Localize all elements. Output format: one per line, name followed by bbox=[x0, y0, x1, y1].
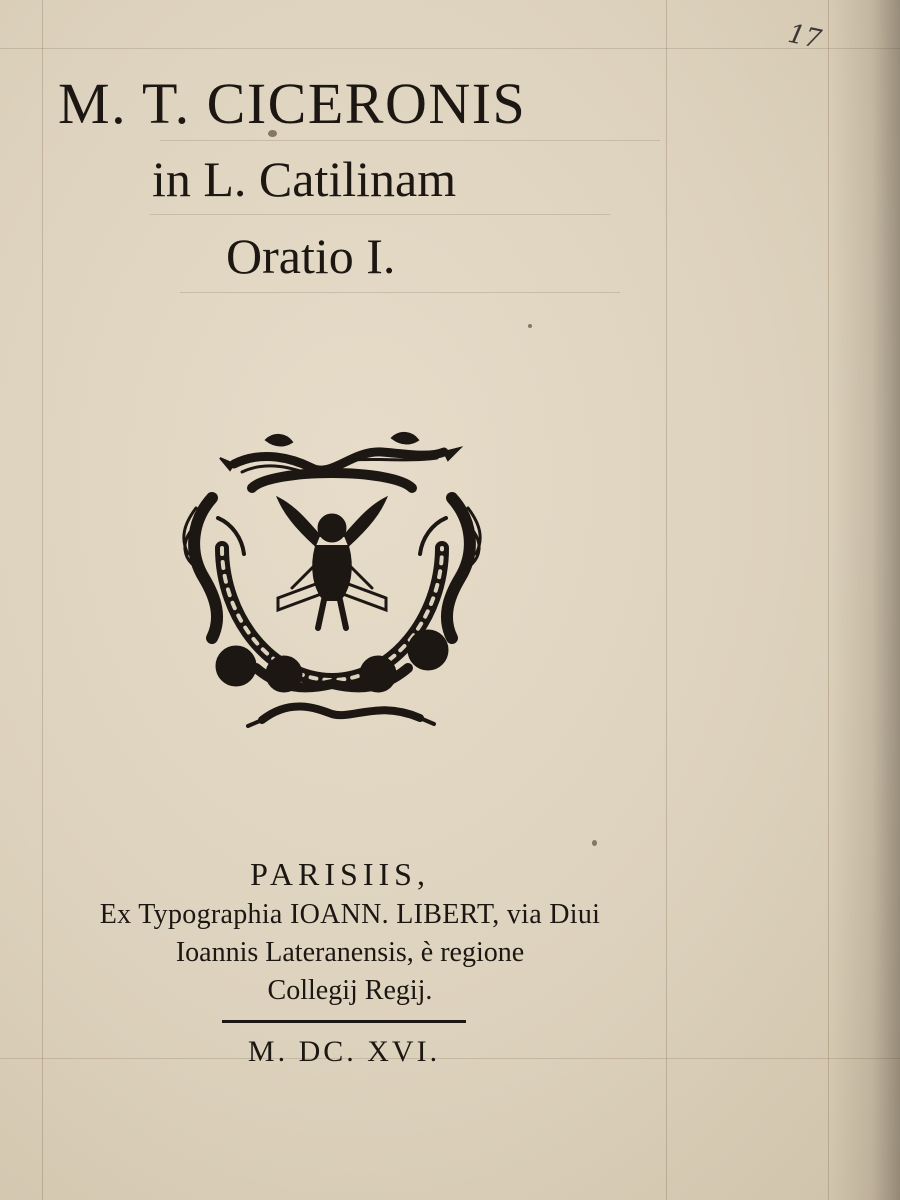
guide-line-left bbox=[42, 0, 43, 1200]
imprint-city: PARISIIS, bbox=[250, 856, 430, 892]
title-author: M. T. CICERONIS bbox=[58, 71, 527, 136]
imprint-rule bbox=[222, 1020, 466, 1023]
imprint-block bbox=[60, 852, 640, 1071]
paper-speck bbox=[592, 840, 597, 846]
imprint-address: Ioannis Lateranensis, è regione bbox=[175, 937, 525, 968]
imprint-college: Collegij Regij. bbox=[267, 975, 433, 1006]
paper-speck bbox=[528, 324, 532, 328]
title-block bbox=[50, 68, 670, 294]
title-subject: in L. Catilinam bbox=[152, 151, 457, 207]
guide-line-outer bbox=[828, 0, 829, 1200]
printers-device-ornament-icon bbox=[182, 428, 482, 738]
page-edge-shadow bbox=[830, 0, 900, 1200]
imprint-printer: Ex Typographia IOANN. LIBERT, via Diui bbox=[99, 899, 601, 930]
guide-line-top bbox=[0, 48, 900, 49]
title-oration: Oratio I. bbox=[226, 228, 396, 284]
imprint-date: M. DC. XVI. bbox=[247, 1035, 441, 1068]
page-number: 17 bbox=[785, 18, 824, 56]
